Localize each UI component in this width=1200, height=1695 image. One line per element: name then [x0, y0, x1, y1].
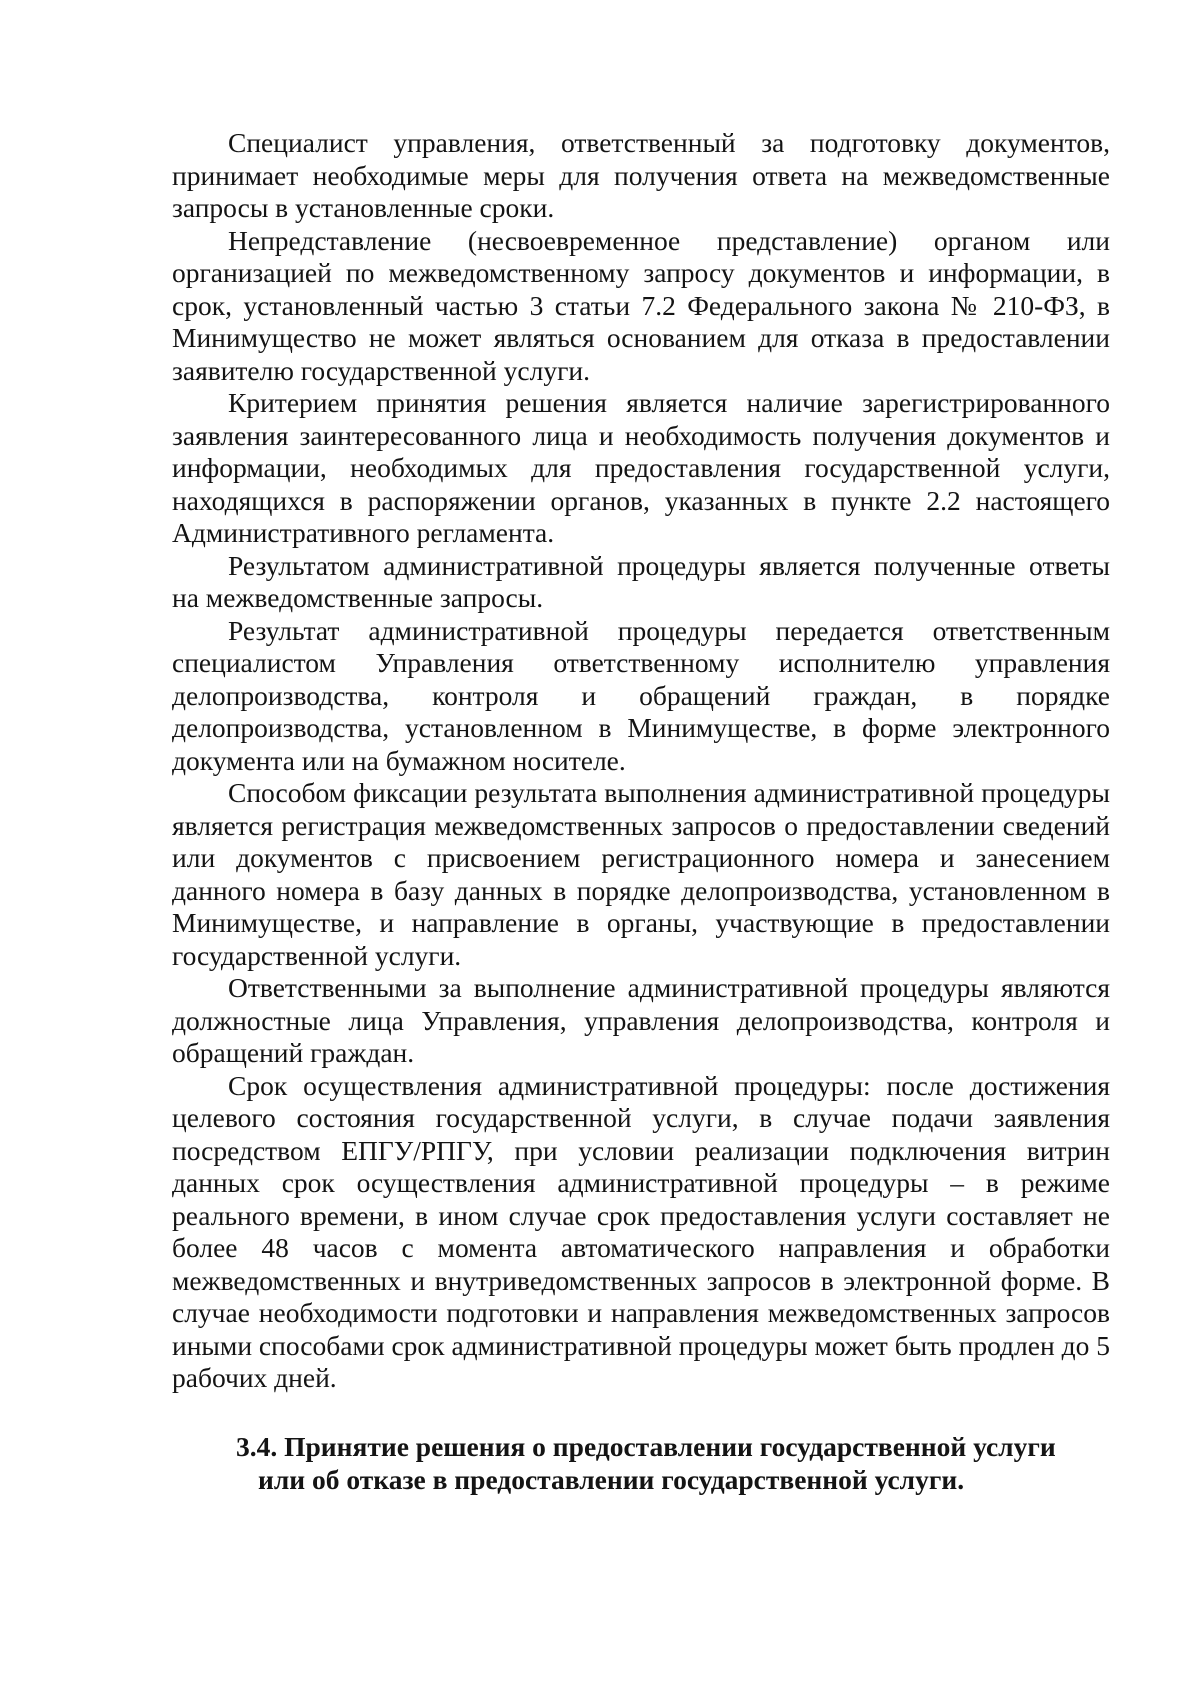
paragraph-specialist-measures: Специалист управления, ответственный за подготовку документов, принимает необходимые меры для получения ответа на межведомственные запросы в установленные сроки. [172, 127, 1110, 223]
paragraph-result-fixation: Способом фиксации результата выполнения административной процедуры является регистрация межведомственных запросов о предоставлении сведений или документов с присвоением регистрационного номера и занесением данного номера в базу данных в порядке делопроизводства, установленном в Минимуществе, и направление в органы, участвующие в предоставлении государственной услуги. [172, 777, 1110, 971]
document-body [172, 127, 1110, 1395]
section-heading-line-1: 3.4. Принятие решения о предоставлении государственной услуги [236, 1431, 1056, 1462]
paragraph-decision-criterion: Критерием принятия решения является наличие зарегистрированного заявления заинтересованного лица и необходимость получения документов и информации, необходимых для предоставления государственной услуги, находящихся в распоряжении органов, указанных в пункте 2.2 настоящего Административного регламента. [172, 387, 1110, 548]
paragraph-non-submission: Непредставление (несвоевременное представление) органом или организацией по межведомственному запросу документов и информации, в срок, установленный частью 3 статьи 7.2 Федерального закона № 210-ФЗ, в Минимущество не может являться основанием для отказа в предоставлении заявителю государственной услуги. [172, 224, 1110, 386]
paragraph-responsible-persons: Ответственными за выполнение административной процедуры являются должностные лица Управления, управления делопроизводства, контроля и обращений граждан. [172, 972, 1110, 1068]
paragraph-procedure-term: Срок осуществления административной процедуры: после достижения целевого состояния государственной услуги, в случае подачи заявления посредством ЕПГУ/РПГУ, при условии реализации подключения витрин данных срок осуществления административной процедуры – в режиме реального времени, в ином случае срок предоставления услуги составляет не более 48 часов с момента автоматического направления и обработки межведомственных и внутриведомственных запросов в электронной форме. В случае необходимости подготовки и направления межведомственных запросов иными способами срок административной процедуры может быть продлен до 5 рабочих дней. [172, 1069, 1110, 1393]
section-heading-3-4 [236, 1430, 1136, 1496]
paragraph-procedure-result: Результатом административной процедуры является полученные ответы на межведомственные запросы. [172, 549, 1110, 613]
section-heading-line-2: или об отказе в предоставлении государственной услуги. [258, 1464, 965, 1495]
paragraph-result-transfer: Результат административной процедуры передается ответственным специалистом Управления ответственному исполнителю управления делопроизводства, контроля и обращений граждан, в порядке делопроизводства, установленном в Минимуществе, в форме электронного документа или на бумажном носителе. [172, 614, 1110, 776]
